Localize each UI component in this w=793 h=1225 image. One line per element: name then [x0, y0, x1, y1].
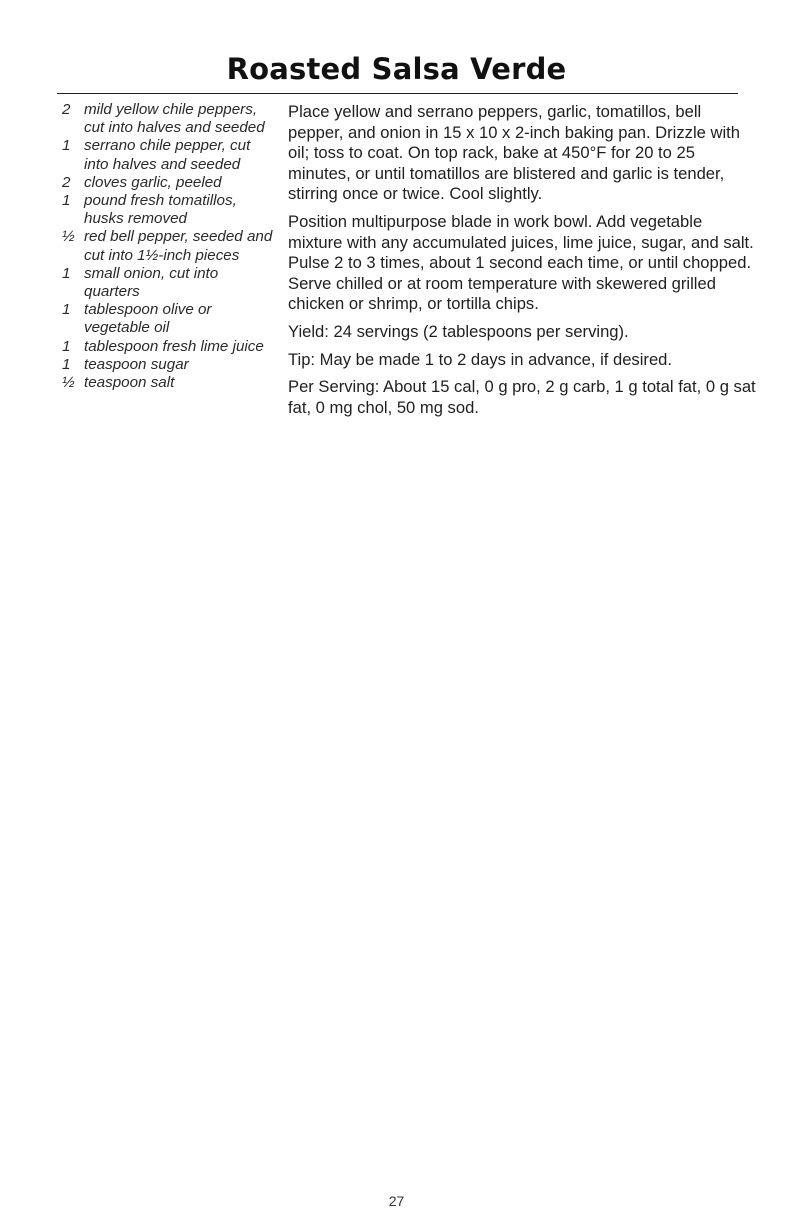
ingredient-description: tablespoon olive or vegetable oil [84, 301, 212, 337]
ingredient-description: teaspoon sugar [84, 355, 189, 373]
ingredient-quantity: 2 [62, 101, 71, 118]
directions-step-process: Position multipurpose blade in work bowl. Add vegetable mixture with any accumulated juices, lime juice, sugar, and salt. Pulse 2 to 3 times, about 1 second each time, or until chopped. Serve chilled or at room temperature with skewered grilled chicken or shrimp, or tortilla chips. [288, 211, 754, 314]
ingredient-quantity: 1 [62, 264, 71, 282]
ingredient-item [62, 174, 277, 192]
ingredient-quantity: 1 [62, 337, 71, 355]
ingredient-item [62, 356, 277, 374]
ingredient-item [62, 265, 277, 301]
ingredient-item [62, 338, 277, 356]
ingredient-description: teaspoon salt [84, 374, 175, 392]
ingredient-item [62, 101, 277, 137]
ingredient-item [62, 374, 277, 392]
recipe-tip: Tip: May be made 1 to 2 days in advance, if desired. [288, 349, 673, 369]
ingredient-quantity: ½ [62, 374, 75, 392]
ingredient-item [62, 228, 277, 264]
ingredient-quantity: 2 [62, 173, 71, 191]
ingredient-description: tablespoon fresh lime juice [84, 337, 264, 355]
ingredient-description: cloves garlic, peeled [84, 173, 222, 191]
title-divider [57, 93, 738, 94]
recipe-yield: Yield: 24 servings (2 tablespoons per serving). [288, 321, 629, 341]
ingredient-quantity: ½ [62, 228, 75, 246]
page-number: 27 [388, 1193, 405, 1209]
directions-step-roast: Place yellow and serrano peppers, garlic, tomatillos, bell pepper, and onion in 15 x 10 x 2-inch baking pan. Drizzle with oil; toss to coat. On top rack, bake at 450°F for 20 to 25 minutes, or until tomatillos are blistered and garlic is tender, stirring once or twice. Cool slightly. [288, 102, 741, 204]
page-title: Roasted Salsa Verde [226, 52, 567, 86]
ingredient-quantity: 1 [62, 192, 71, 210]
ingredient-list [62, 101, 277, 392]
ingredient-description: serrano chile pepper, cut into halves and seeded [84, 137, 251, 173]
ingredient-description: mild yellow chile peppers, cut into halves and seeded [84, 101, 265, 137]
ingredient-quantity: 1 [62, 137, 71, 155]
ingredient-quantity: 1 [62, 301, 71, 319]
ingredient-item [62, 301, 277, 337]
ingredient-item [62, 192, 277, 228]
recipe-directions [288, 102, 758, 425]
ingredient-quantity: 1 [62, 355, 71, 373]
ingredient-description: red bell pepper, seeded and cut into 1½-inch pieces [84, 228, 273, 264]
ingredient-description: pound fresh tomatillos, husks removed [84, 192, 237, 228]
ingredient-item [62, 137, 277, 173]
nutrition-info: Per Serving: About 15 cal, 0 g pro, 2 g carb, 1 g total fat, 0 g sat fat, 0 mg chol, 50 mg sod. [288, 377, 756, 417]
ingredient-description: small onion, cut into quarters [84, 264, 219, 301]
